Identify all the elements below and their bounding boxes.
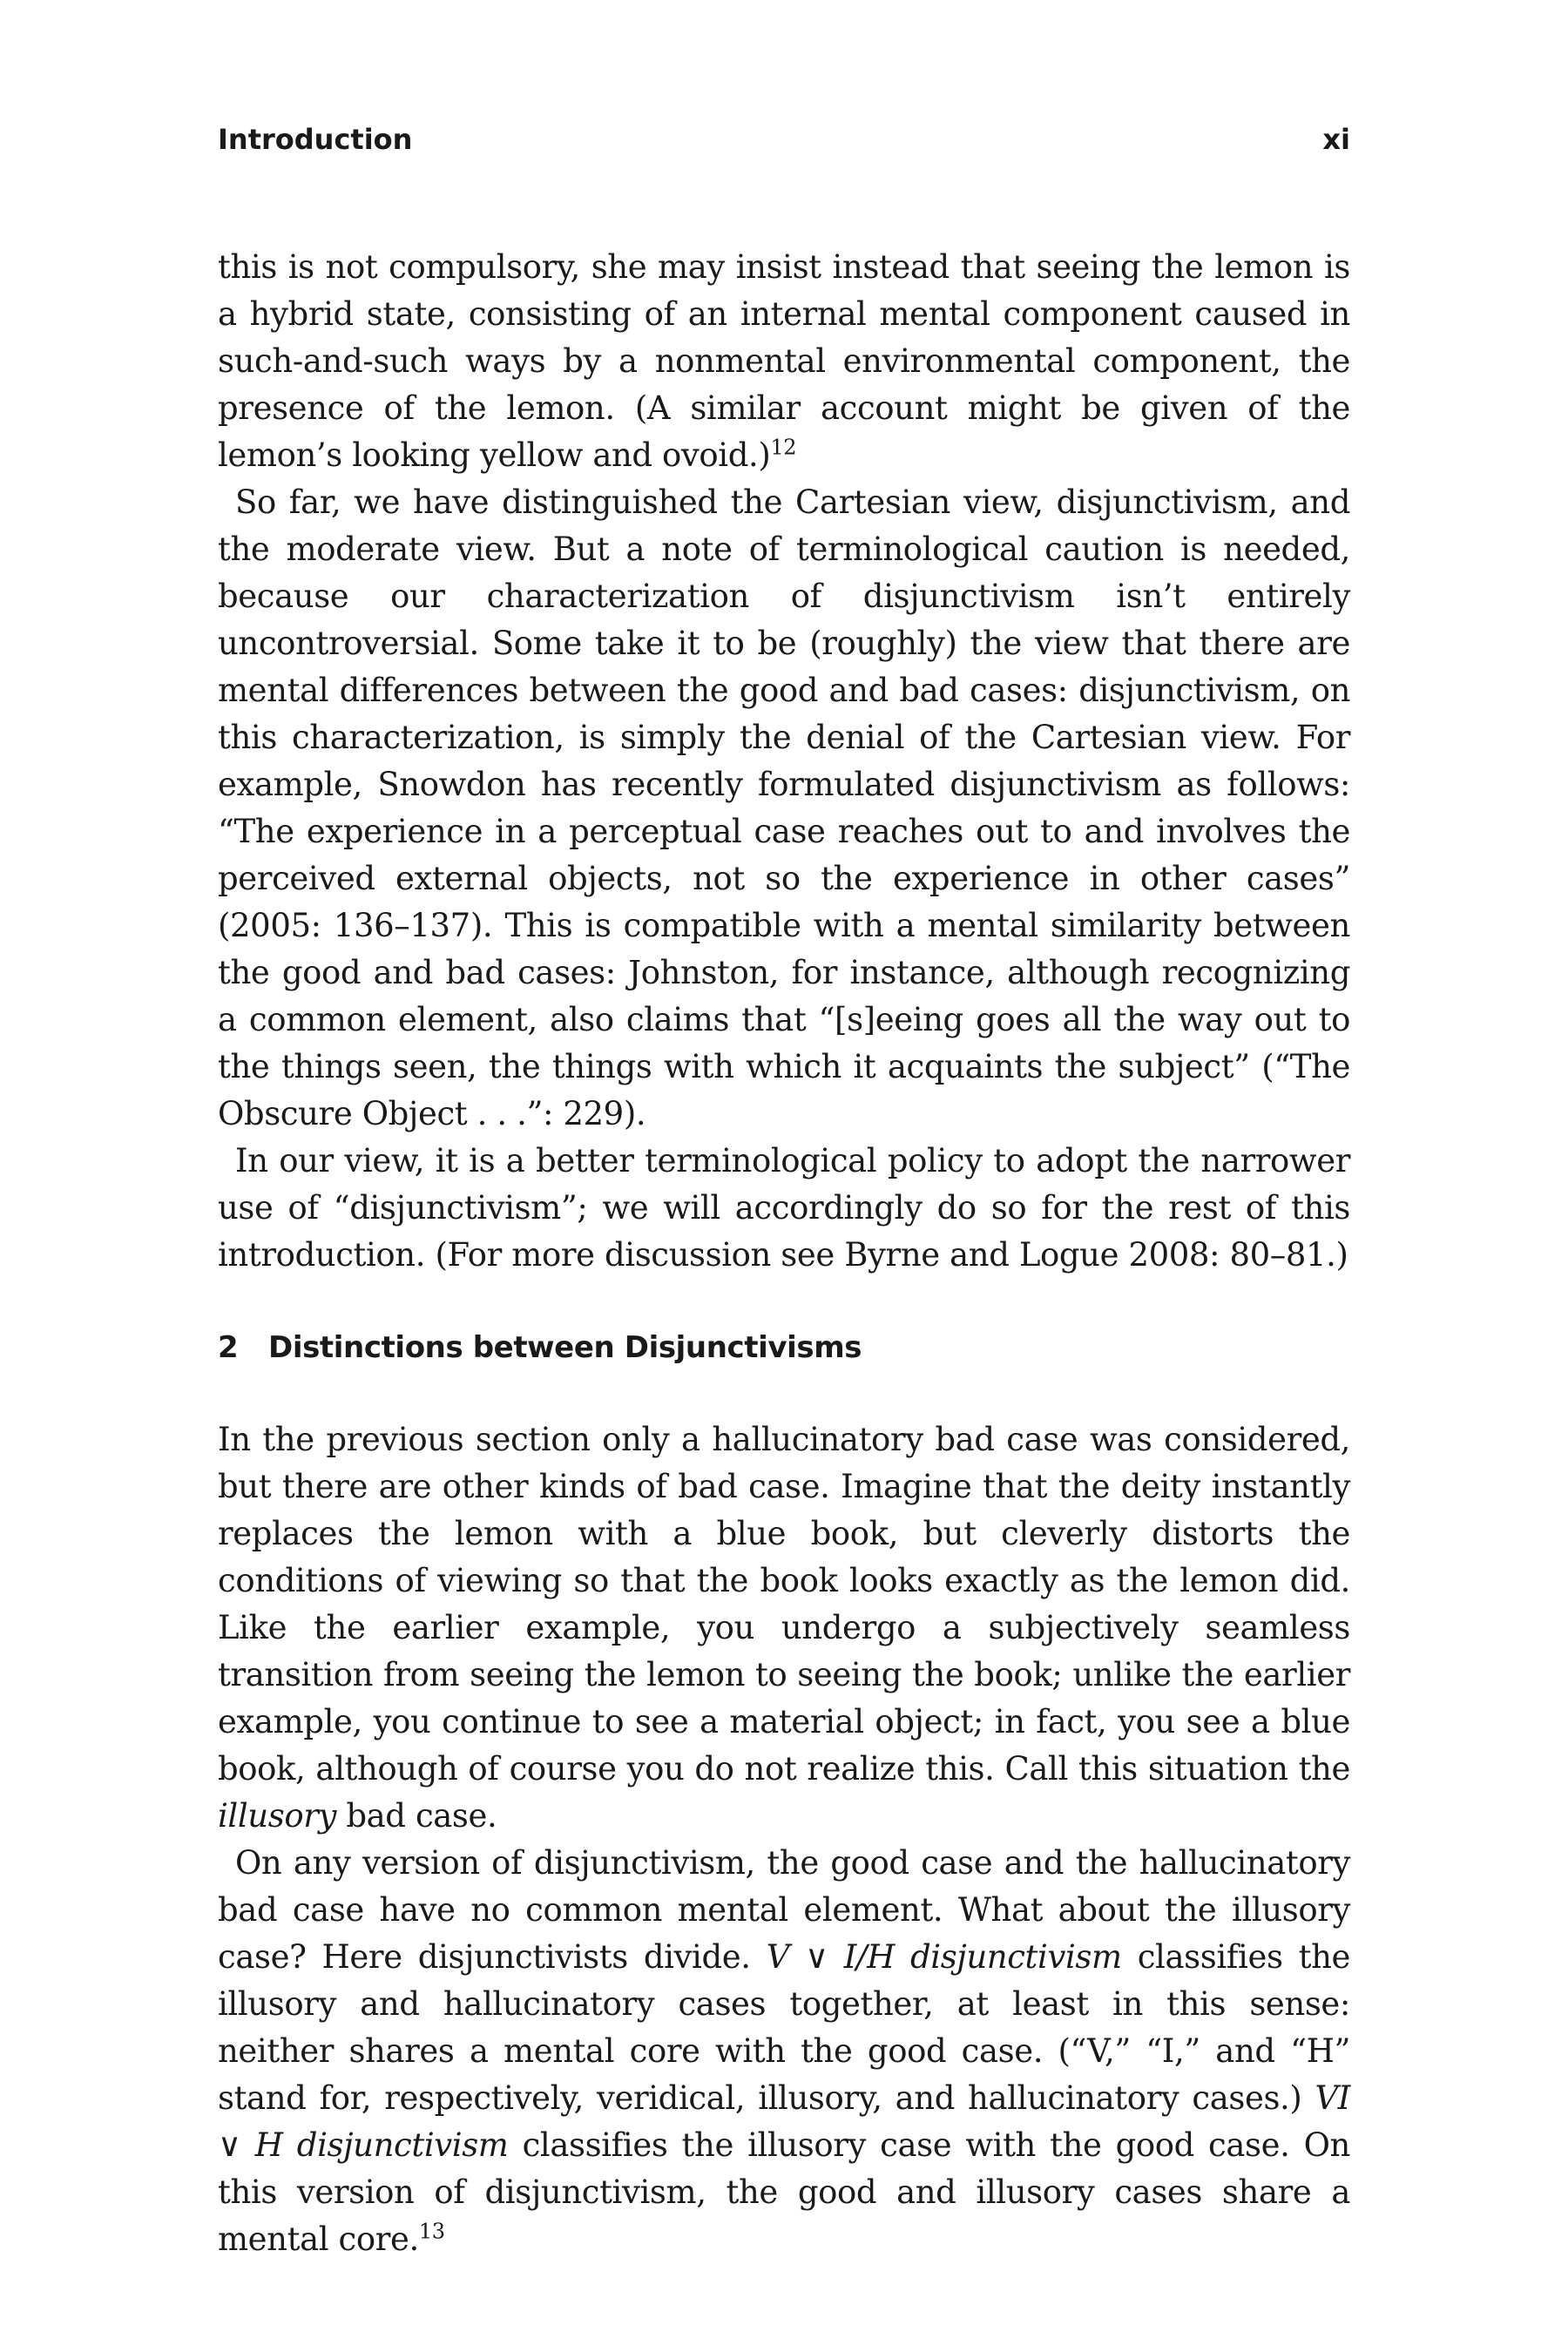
term-vi-h-disjunctivism: VI ∨ H disjunctivism — [218, 2079, 1350, 2164]
paragraph-5-text-a: On any version of disjunctivism, the good case and the hallucinatory bad case have no common mental element. What about the illusory case? Here disjunctivists divide. — [218, 1844, 1350, 1976]
section-number: 2 — [218, 1330, 239, 1365]
paragraph-5-text-c: classifies the illusory case with the good case. On this version of disjunctivism, the good and illusory cases share a mental core. — [218, 2126, 1350, 2258]
paragraph-4-text: In the previous section only a hallucinatory bad case was considered, but there are other kinds of bad case. Imagine that the deity instantly replaces the lemon with a blue book, but cleverly distorts the conditions of viewing so that the book looks exactly as the lemon did. Like the earlier example, you undergo a subjectively seamless transition from seeing the lemon to seeing the book; unlike the earlier example, you continue to see a material object; in fact, you see a blue book, although of course you do not realize this. Call this situation the — [218, 1421, 1350, 1788]
paragraph-2-text: So far, we have distinguished the Cartesian view, disjunctivism, and the moderate view. But a note of terminological caution is needed, because our characterization of disjunctivism isn’t entirely uncontroversial. Some take it to be (roughly) the view that there are mental differences between the good and bad cases: disjunctivism, on this characterization, is simply the denial of the Cartesian view. For example, Snowdon has recently formulated disjunctivism as follows: “The experience in a perceptual case reaches out to and involves the perceived external objects, not so the experience in other cases” (2005: 136–137). This is compatible with a mental similarity between the good and bad cases: Johnston, for instance, although recognizing a common element, also claims that “[s]eeing goes all the way out to the things seen, the things with which it acquaints the subject” (“The Obscure Object . . .”: 229). — [218, 483, 1350, 1132]
paragraph-4-text-end: bad case. — [346, 1797, 497, 1835]
running-head — [218, 122, 1350, 157]
paragraph-2 — [218, 479, 1350, 1138]
term-v-ih-disjunctivism: V ∨ I/H disjunctivism — [766, 1938, 1122, 1976]
running-head-title: Introduction — [218, 123, 413, 156]
footnote-ref-13[interactable]: 13 — [418, 2219, 445, 2244]
page-number: xi — [1322, 123, 1350, 156]
paragraph-1 — [218, 244, 1350, 479]
section-title: Distinctions between Disjunctivisms — [268, 1330, 862, 1365]
paragraph-3-text: In our view, it is a better terminological policy to adopt the narrower use of “disjunctivism”; we will accordingly do so for the rest of this introduction. (For more discussion see Byrne and Logue 2008: 80–81.) — [218, 1142, 1350, 1274]
paragraph-5 — [218, 1840, 1350, 2263]
paragraph-4 — [218, 1416, 1350, 1840]
book-page — [218, 0, 1350, 2352]
paragraph-3 — [218, 1138, 1350, 1279]
section-heading — [218, 1328, 1350, 1368]
body-text — [218, 244, 1350, 2263]
footnote-ref-12[interactable]: 12 — [770, 435, 797, 460]
paragraph-1-text: this is not compulsory, she may insist instead that seeing the lemon is a hybrid state, consisting of an internal mental component caused in such-and-such ways by a nonmental environmental component, the presence of the lemon. (A similar account might be given of the lemon’s looking yellow and ovoid.) — [218, 248, 1350, 474]
paragraph-4-emphasis: illusory — [218, 1797, 336, 1835]
paragraph-5-text-b: classifies the illusory and hallucinatory cases together, at least in this sense: neither shares a mental core with the good case. (“V,” “I,” and “H” stand for, respectively, veridical, illusory, and hallucinatory cases.) — [218, 1938, 1351, 2117]
